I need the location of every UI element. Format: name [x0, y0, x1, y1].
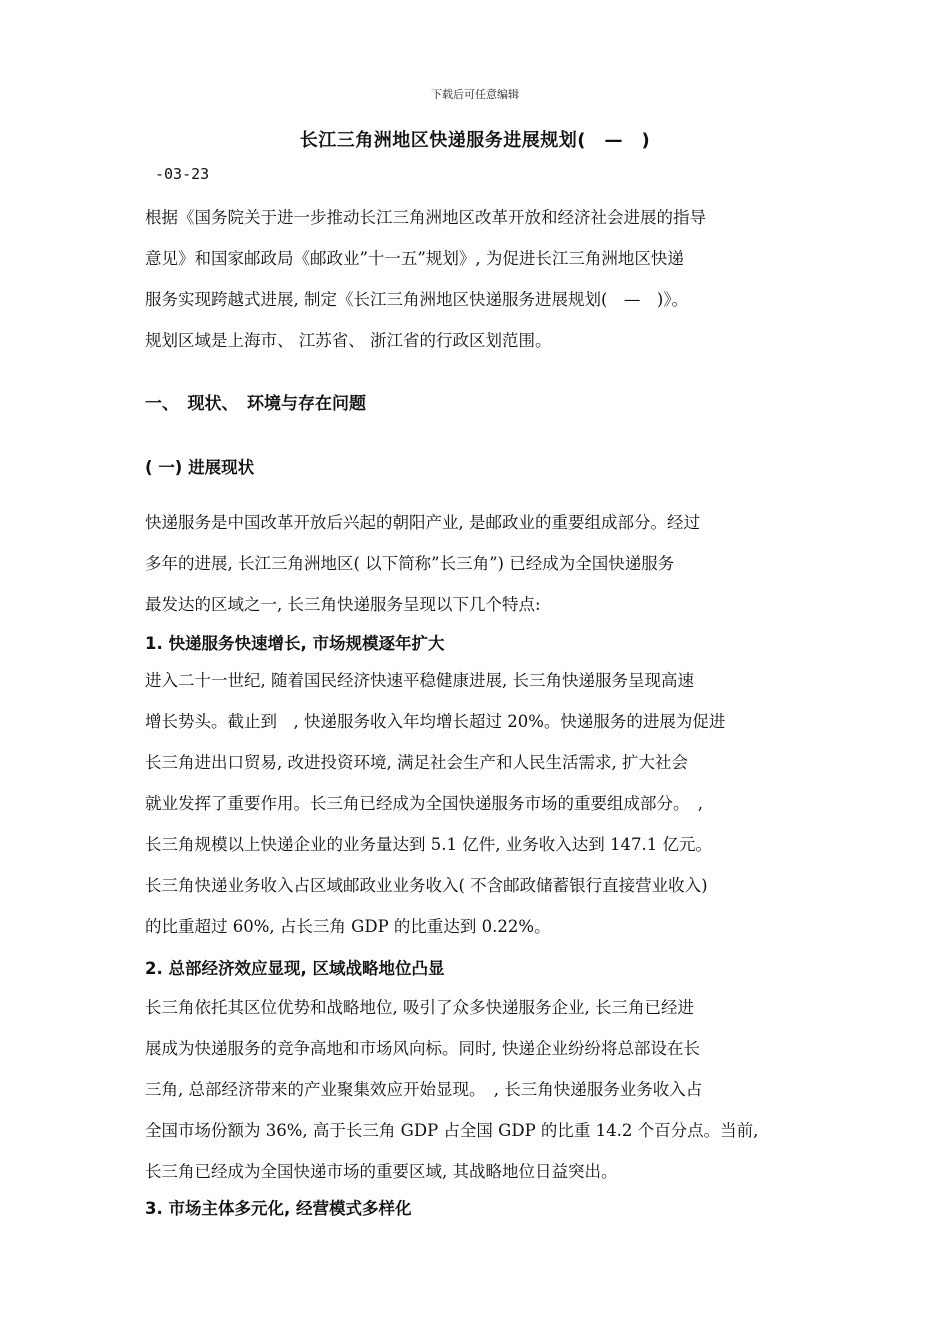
point-heading: 1. 快递服务快速增长, 市场规模逐年扩大	[145, 634, 445, 653]
intro-line: 服务实现跨越式进展, 制定《长江三角洲地区快递服务进展规划( — )》。	[145, 290, 689, 309]
paragraph-line: 三角, 总部经济带来的产业聚集效应开始显现。 , 长三角快递服务业务收入占	[145, 1080, 703, 1099]
intro-paragraph	[145, 197, 815, 361]
point2-paragraph	[145, 987, 815, 1192]
paragraph-line: 进入二十一世纪, 随着国民经济快速平稳健康进展, 长三角快递服务呈现高速	[145, 671, 694, 690]
paragraph-line: 长三角规模以上快递企业的业务量达到 5.1 亿件, 业务收入达到 147.1 亿元。	[145, 835, 712, 854]
overview-paragraph	[145, 502, 815, 625]
paragraph-line: 长三角依托其区位优势和战略地位, 吸引了众多快递服务企业, 长三角已经进	[145, 998, 694, 1017]
section-heading: 一、 现状、 环境与存在问题	[145, 394, 366, 414]
paragraph-line: 增长势头。截止到 , 快递服务收入年均增长超过 20%。快递服务的进展为促进	[145, 712, 726, 731]
header-note: 下载后可任意编辑	[431, 88, 519, 101]
subsection-heading: ( 一) 进展现状	[145, 458, 255, 477]
paragraph-line: 就业发挥了重要作用。长三角已经成为全国快递服务市场的重要组成部分。 ,	[145, 794, 703, 813]
document-date: -03-23	[155, 165, 210, 183]
intro-line: 意见》和国家邮政局《邮政业”十一五”规划》, 为促进长江三角洲地区快递	[145, 249, 684, 268]
intro-line: 规划区域是上海市、 江苏省、 浙江省的行政区划范围。	[145, 331, 552, 350]
paragraph-line: 多年的进展, 长江三角洲地区( 以下简称”长三角”) 已经成为全国快递服务	[145, 554, 675, 573]
paragraph-line: 展成为快递服务的竞争高地和市场风向标。同时, 快递企业纷纷将总部设在长	[145, 1039, 700, 1058]
paragraph-line: 最发达的区域之一, 长三角快递服务呈现以下几个特点:	[145, 595, 541, 614]
point-heading: 3. 市场主体多元化, 经营模式多样化	[145, 1199, 412, 1218]
point-heading: 2. 总部经济效应显现, 区域战略地位凸显	[145, 959, 445, 978]
paragraph-line: 长三角已经成为全国快递市场的重要区域, 其战略地位日益突出。	[145, 1162, 618, 1181]
paragraph-line: 全国市场份额为 36%, 高于长三角 GDP 占全国 GDP 的比重 14.2 个百分点。当前,	[145, 1121, 759, 1140]
point1-paragraph	[145, 660, 815, 947]
paragraph-line: 的比重超过 60%, 占长三角 GDP 的比重达到 0.22%。	[145, 917, 551, 936]
intro-line: 根据《国务院关于进一步推动长江三角洲地区改革开放和经济社会进展的指导	[145, 208, 706, 227]
paragraph-line: 快递服务是中国改革开放后兴起的朝阳产业, 是邮政业的重要组成部分。经过	[145, 513, 700, 532]
paragraph-line: 长三角进出口贸易, 改进投资环境, 满足社会生产和人民生活需求, 扩大社会	[145, 753, 688, 772]
document-title: 长江三角洲地区快递服务进展规划( — )	[299, 130, 651, 151]
paragraph-line: 长三角快递业务收入占区域邮政业业务收入( 不含邮政储蓄银行直接营业收入)	[145, 876, 708, 895]
